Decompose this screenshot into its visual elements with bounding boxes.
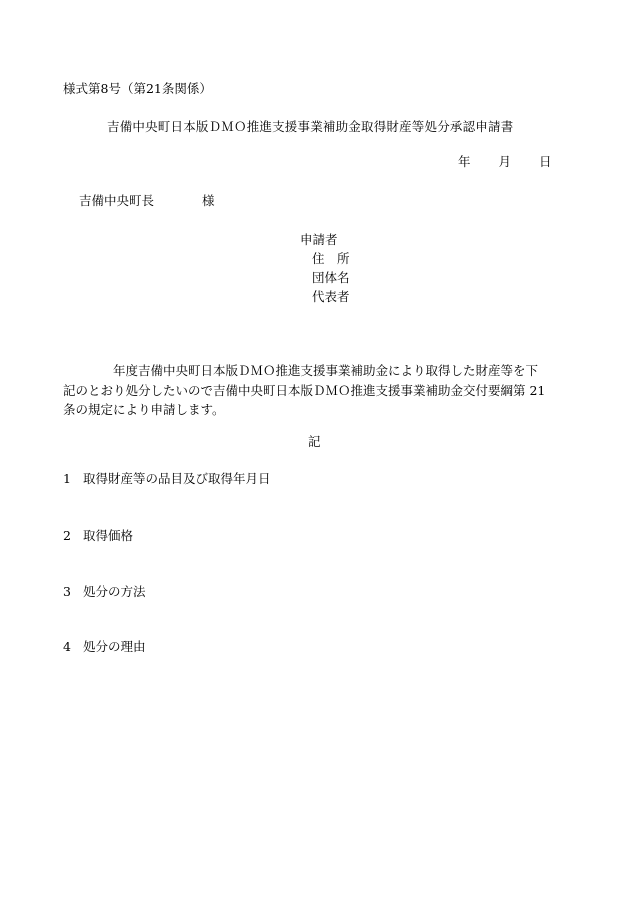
list-item [63,471,271,487]
applicant-address-label: 住 所 [312,251,350,266]
list-item [63,639,146,655]
item-number: 2 [63,528,71,543]
item-label: 取得価格 [83,528,134,543]
addressee-suffix: 様 [202,193,215,208]
applicant-org-label: 団体名 [312,270,350,285]
list-item [63,584,146,600]
list-item [63,528,133,544]
document-title: 吉備中央町日本版ＤＭＯ推進支援事業補助金取得財産等処分承認申請書 [107,119,514,134]
body-text [63,361,583,420]
applicant-block [300,230,350,306]
addressee [79,193,215,209]
applicant-heading: 申請者 [300,232,338,247]
item-label: 処分の方法 [83,584,146,599]
date-day: 日 [539,154,552,169]
item-number: 4 [63,639,71,654]
item-label: 取得財産等の品目及び取得年月日 [83,471,271,486]
body-line-2: 記のとおり処分したいので吉備中央町日本版ＤＭＯ推進支援事業補助金交付要綱第 21 [63,382,546,398]
body-line-3: 条の規定により申請します。 [63,402,225,417]
body-line-1: 年度吉備中央町日本版ＤＭＯ推進支援事業補助金により取得した財産等を下 [113,363,539,378]
addressee-name: 吉備中央町長 [79,193,155,208]
item-label: 処分の理由 [83,639,146,654]
ki-heading: 記 [308,434,321,449]
item-number: 3 [63,584,71,599]
form-number: 様式第8号（第21条関係） [63,81,212,96]
date-year: 年 [458,154,471,169]
applicant-rep-label: 代表者 [312,289,350,304]
item-number: 1 [63,471,71,486]
date-month: 月 [498,154,512,169]
date-line [458,154,552,170]
